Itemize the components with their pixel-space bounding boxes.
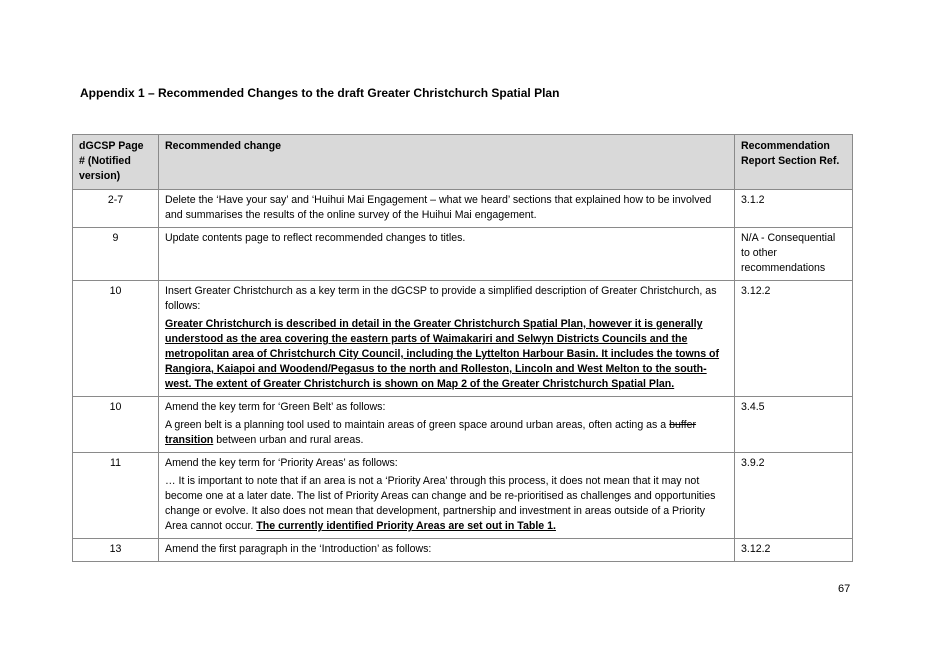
page-number: 67	[838, 583, 851, 595]
recommended-changes-table	[72, 134, 853, 562]
row-change: Delete the ‘Have your say’ and ‘Huihui Mai Engagement – what we heard’ sections that explained how to be involved and summarises the results of the online survey of the Huihui Mai engagement.	[159, 190, 735, 228]
amended-text	[165, 474, 728, 534]
row-ref: 3.9.2	[735, 453, 853, 539]
table-row	[73, 228, 853, 281]
row-page: 2-7	[73, 190, 159, 228]
deleted-text: buffer	[669, 419, 697, 431]
row-change	[159, 281, 735, 397]
amended-text-after: between urban and rural areas.	[216, 434, 364, 446]
row-page: 11	[73, 453, 159, 539]
table-header-row	[73, 135, 853, 190]
inserted-text: transition	[165, 434, 214, 446]
row-ref: 3.12.2	[735, 281, 853, 397]
row-page: 9	[73, 228, 159, 281]
header-page: dGCSP Page # (Notified version)	[73, 135, 159, 190]
header-ref: Recommendation Report Section Ref.	[735, 135, 853, 190]
table-row	[73, 539, 853, 562]
row-ref: N/A - Consequential to other recommendations	[735, 228, 853, 281]
row-change	[159, 453, 735, 539]
table-row	[73, 453, 853, 539]
row-ref: 3.1.2	[735, 190, 853, 228]
row-ref: 3.12.2	[735, 539, 853, 562]
row-ref: 3.4.5	[735, 397, 853, 453]
row-change: Amend the first paragraph in the ‘Introduction’ as follows:	[159, 539, 735, 562]
change-instruction: Amend the key term for ‘Green Belt’ as follows:	[165, 401, 386, 413]
header-change: Recommended change	[159, 135, 735, 190]
amended-text-body: … It is important to note that if an area is not a ‘Priority Area’ through this process, it does not mean that it may not become one at a later date. The list of Priority Areas can change and be re-prioritised as challenges and opportunities change or evolve. It also does not mean that development, partnership and investment in areas outside of a Priority Area cannot occur.	[165, 475, 716, 532]
change-instruction: Insert Greater Christchurch as a key term in the dGCSP to provide a simplified description of Greater Christchurch, as follows:	[165, 285, 717, 312]
inserted-text: Greater Christchurch is described in detail in the Greater Christchurch Spatial Plan, however it is generally understood as the area covering the eastern parts of Waimakariri and Selwyn Districts Councils and the metropolitan area of Christchurch City Council, including the Lyttelton Harbour Basin. It includes the towns of Rangiora, Kaiapoi and Woodend/Pegasus to the north and Rolleston, Lincoln and West Melton to the south-west. The extent of Greater Christchurch is shown on Map 2 of the Greater Christchurch Spatial Plan.	[165, 318, 720, 390]
row-page: 13	[73, 539, 159, 562]
inserted-text: The currently identified Priority Areas are set out in Table 1.	[256, 520, 556, 532]
document-title: Appendix 1 – Recommended Changes to the draft Greater Christchurch Spatial Plan	[80, 86, 560, 100]
change-instruction: Amend the key term for ‘Priority Areas’ as follows:	[165, 457, 398, 469]
table-row	[73, 190, 853, 228]
amended-text	[165, 418, 728, 448]
table-row	[73, 397, 853, 453]
table-row	[73, 281, 853, 397]
amended-text-before: A green belt is a planning tool used to maintain areas of green space around urban areas, often acting as a	[165, 419, 667, 431]
row-change: Update contents page to reflect recommended changes to titles.	[159, 228, 735, 281]
row-page: 10	[73, 281, 159, 397]
row-change	[159, 397, 735, 453]
row-page: 10	[73, 397, 159, 453]
